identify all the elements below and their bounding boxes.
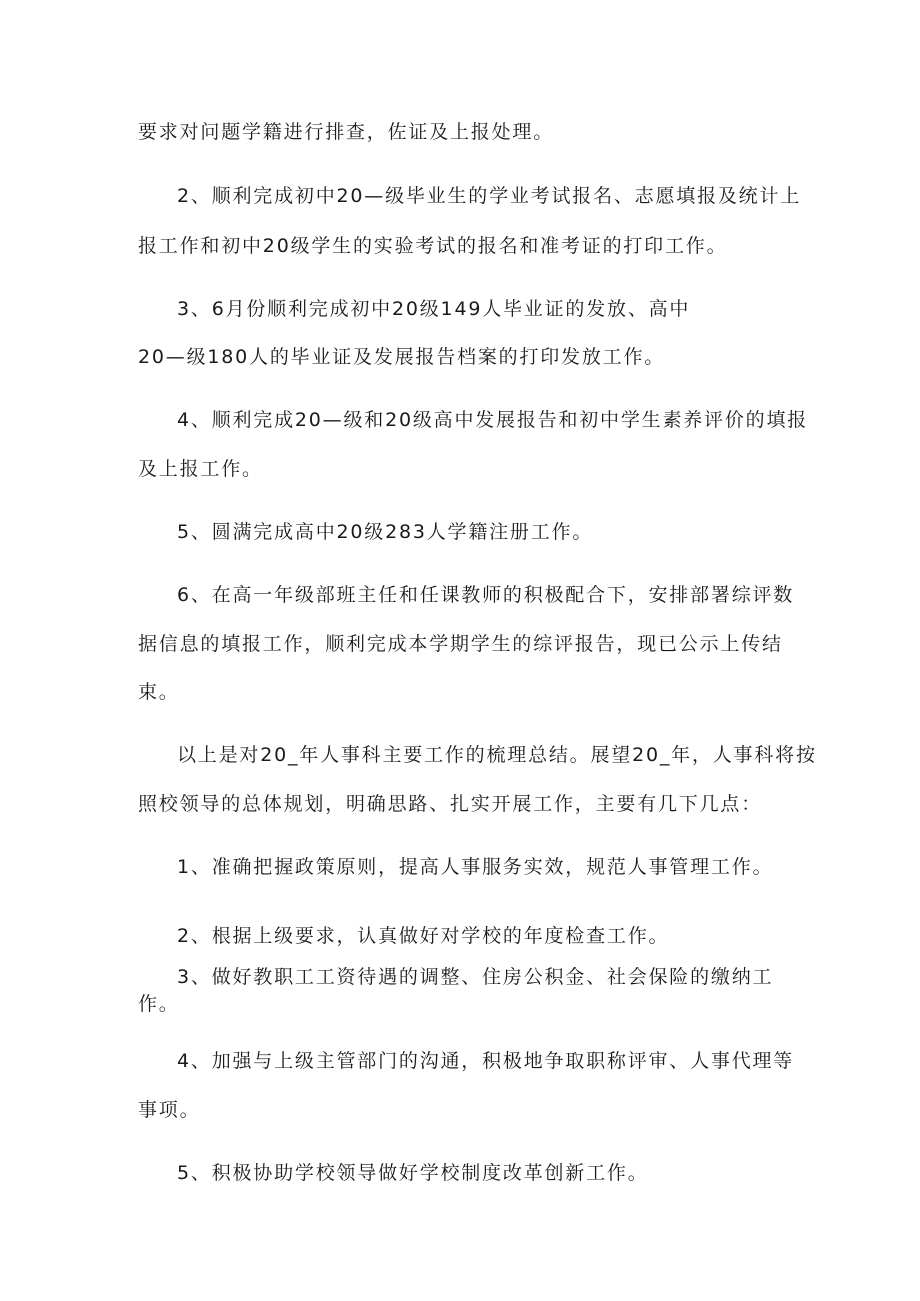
text-line: 作。 bbox=[138, 993, 180, 1015]
text-line: 4、加强与上级主管部门的沟通，积极地争取职称评审、人事代理等 bbox=[177, 1050, 795, 1072]
text-line: 束。 bbox=[138, 681, 180, 703]
text-line: 1、准确把握政策原则，提高人事服务实效，规范人事管理工作。 bbox=[177, 856, 774, 878]
text-line: 20—级180人的毕业证及发展报告档案的打印发放工作。 bbox=[138, 346, 666, 368]
text-line: 事项。 bbox=[138, 1099, 201, 1121]
text-line: 5、圆满完成高中20级283人学籍注册工作。 bbox=[177, 521, 594, 543]
text-line: 4、顺利完成20—级和20级高中发展报告和初中学生素养评价的填报 bbox=[177, 409, 809, 431]
text-line: 3、做好教职工工资待遇的调整、住房公积金、社会保险的缴纳工 bbox=[177, 966, 774, 988]
text-line: 5、积极协助学校领导做好学校制度改革创新工作。 bbox=[177, 1162, 649, 1184]
text-line: 2、根据上级要求，认真做好对学校的年度检查工作。 bbox=[177, 925, 670, 947]
text-line: 2、顺利完成初中20—级毕业生的学业考试报名、志愿填报及统计上 bbox=[177, 185, 802, 207]
text-line: 要求对问题学籍进行排查，佐证及上报处理。 bbox=[138, 121, 555, 143]
text-line: 照校领导的总体规划，明确思路、扎实开展工作，主要有几下几点： bbox=[138, 793, 763, 815]
text-line: 3、6月份顺利完成初中20级149人毕业证的发放、高中 bbox=[177, 298, 691, 320]
text-line: 据信息的填报工作，顺利完成本学期学生的综评报告，现已公示上传结 bbox=[138, 633, 783, 655]
text-line: 报工作和初中20级学生的实验考试的报名和准考证的打印工作。 bbox=[138, 235, 728, 257]
text-line: 及上报工作。 bbox=[138, 458, 263, 480]
text-line: 6、在高一年级部班主任和任课教师的积极配合下，安排部署综评数 bbox=[177, 584, 795, 606]
text-line: 以上是对20_年人事科主要工作的梳理总结。展望20_年，人事科将按 bbox=[177, 744, 817, 766]
